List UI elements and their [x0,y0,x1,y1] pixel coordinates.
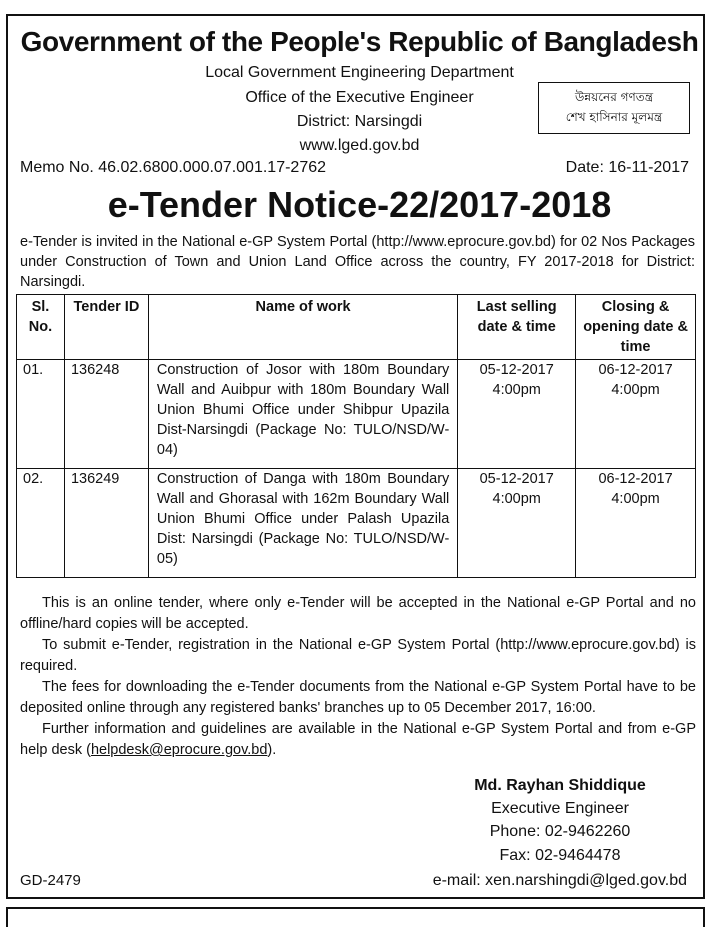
row-work: Construction of Danga with 180m Boundary Wall and Ghorasal with 162m Boundary Wall Union Bhumi Office under Palash Upazila Dist: Narsingdi (Package No: TULO/NSD/W-05) [148,469,457,578]
selling-time: 4:00pm [492,491,541,507]
district-name: District: Narsingdi [296,113,423,130]
government-title: Government of the People's Republic of Bangladesh [20,26,699,57]
closing-time: 4:00pm [611,382,660,398]
slogan-line-1: উন্নয়নের গণতন্ত্র [574,90,654,104]
header-sl: Sl. No. [17,295,65,360]
row-last-selling [458,360,576,469]
note-helpdesk-end: ). [267,742,277,758]
closing-date: 06-12-2017 [598,362,673,378]
signatory-phone: Phone: 02-9462260 [489,823,631,840]
header-last-selling: Last selling date & time [458,295,576,360]
slogan-line-2: শেখ হাসিনার মূলমন্ত্র [565,110,663,124]
signatory-email: e-mail: xen.narshingdi@lged.gov.bd [432,872,687,889]
gd-number: GD-2479 [20,872,81,889]
header-tender-id: Tender ID [64,295,148,360]
header-work: Name of work [148,295,457,360]
table-row [17,360,696,469]
slogan-box [538,82,690,134]
row-last-selling [458,469,576,578]
helpdesk-email-link[interactable]: helpdesk@eprocure.gov.bd [90,742,268,758]
table-row [17,469,696,578]
note-helpdesk [20,719,696,761]
closing-date: 06-12-2017 [598,471,673,487]
memo-number: Memo No. 46.02.6800.000.07.001.17-2762 [20,159,327,176]
office-name: Office of the Executive Engineer [245,89,474,106]
signatory-fax: Fax: 02-9464478 [499,847,621,864]
row-work: Construction of Josor with 180m Boundary Wall and Auibpur with 180m Boundary Wall Union Bhumi Office under Shibpur Upazila Dist-Narsingdi (Package No: TULO/NSD/W-04) [148,360,457,469]
notes-section [20,593,696,761]
header-closing: Closing & opening date & time [576,295,696,360]
department-name: Local Government Engineering Department [205,64,514,81]
selling-time: 4:00pm [492,382,541,398]
notice-title: e-Tender Notice-22/2017-2018 [107,184,612,225]
note-fees: The fees for downloading the e-Tender documents from the National e-GP System Portal have to be deposited online through any registered banks' branches up to 05 December 2017, 16:00. [20,679,696,716]
next-notice-border [6,907,705,927]
tender-table [16,294,696,578]
intro-paragraph: e-Tender is invited in the National e-GP System Portal (http://www.eprocure.gov.bd) for 02 Nos Packages under Construction of Town and Union Land Office across the country, FY 2017-2018 for District: Narsingdi. [20,234,695,290]
selling-date: 05-12-2017 [479,471,554,487]
table-header-row [17,295,696,360]
closing-time: 4:00pm [611,491,660,507]
row-tender-id: 136248 [64,360,148,469]
signatory-name: Md. Rayhan Shiddique [474,777,646,794]
note-helpdesk-text: Further information and guidelines are available in the National e-GP System Portal and from e-GP help desk ( [20,721,696,758]
note-online-tender: This is an online tender, where only e-Tender will be accepted in the National e-GP Portal and no offline/hard copies will be accepted. [20,595,696,632]
row-sl: 01. [17,360,65,469]
note-registration: To submit e-Tender, registration in the National e-GP System Portal (http://www.eprocure.gov.bd) is required. [20,637,696,674]
row-tender-id: 136249 [64,469,148,578]
row-closing [576,469,696,578]
row-closing [576,360,696,469]
website-text: www.lged.gov.bd [299,137,420,154]
signatory-designation: Executive Engineer [491,800,629,817]
selling-date: 05-12-2017 [479,362,554,378]
memo-date: Date: 16-11-2017 [565,159,689,176]
row-sl: 02. [17,469,65,578]
